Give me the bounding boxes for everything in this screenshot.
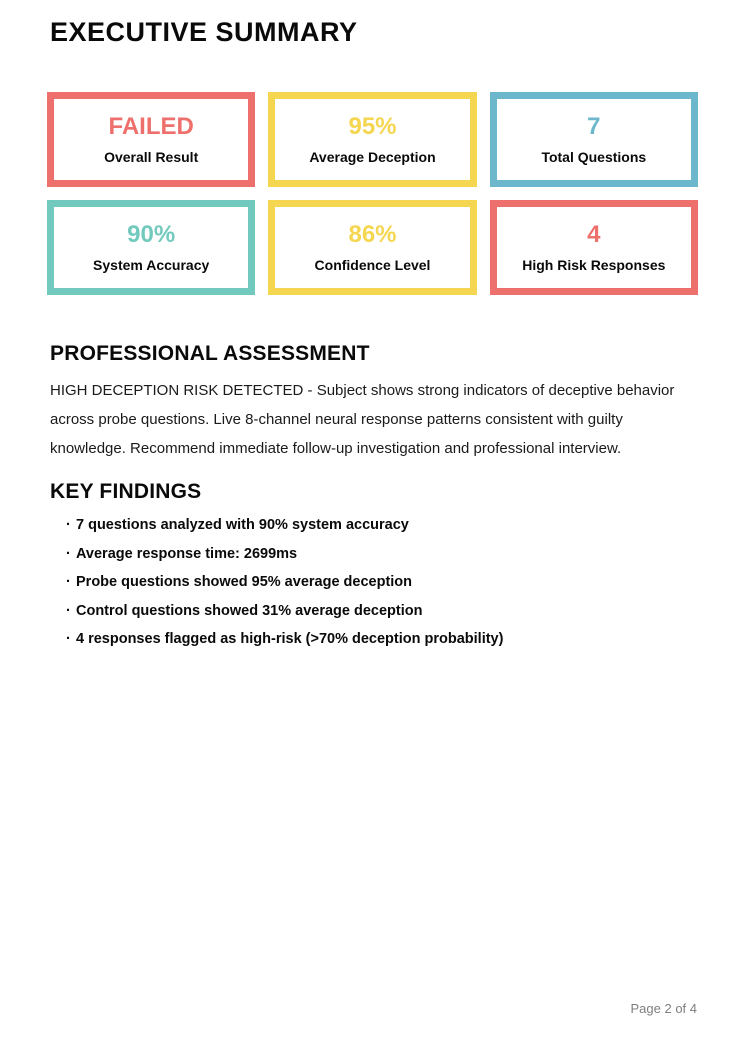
finding-item: · Average response time: 2699ms — [50, 546, 700, 563]
finding-item: · 4 responses flagged as high-risk (>70% deception probability) — [50, 631, 700, 648]
finding-item: · 7 questions analyzed with 90% system accuracy — [50, 517, 700, 534]
key-findings-heading: KEY FINDINGS — [50, 480, 202, 503]
stat-label: Confidence Level — [314, 257, 431, 274]
stat-label: Average Deception — [309, 149, 436, 166]
stat-value: 7 — [587, 112, 601, 140]
stat-label: Total Questions — [541, 149, 647, 166]
stat-card-total-questions — [490, 92, 698, 187]
stat-value: 4 — [587, 220, 601, 248]
stat-card-overall-result — [47, 92, 255, 187]
stat-value: FAILED — [108, 112, 194, 140]
stat-value: 86% — [348, 220, 397, 248]
page-number: Page 2 of 4 — [630, 1001, 697, 1016]
stat-value: 90% — [127, 220, 176, 248]
stat-card-high-risk-responses — [490, 200, 698, 295]
stat-cards-grid — [47, 92, 698, 295]
stat-label: Overall Result — [104, 149, 199, 166]
stat-card-system-accuracy — [47, 200, 255, 295]
stat-card-average-deception — [268, 92, 476, 187]
stat-value: 95% — [348, 112, 397, 140]
assessment-body-text: HIGH DECEPTION RISK DETECTED - Subject shows strong indicators of deceptive behavior across probe questions. Live 8-channel neural response patterns consistent with guilty knowledge. Recommend immediate follow-up investigation and professional interview. — [50, 382, 675, 457]
page-title: EXECUTIVE SUMMARY — [50, 17, 358, 47]
key-findings-list — [50, 517, 700, 660]
stat-card-confidence-level — [268, 200, 476, 295]
assessment-heading: PROFESSIONAL ASSESSMENT — [50, 342, 370, 365]
stat-label: System Accuracy — [93, 257, 210, 274]
stat-label: High Risk Responses — [522, 257, 666, 274]
finding-item: · Probe questions showed 95% average deception — [50, 574, 700, 591]
finding-item: · Control questions showed 31% average deception — [50, 603, 700, 620]
